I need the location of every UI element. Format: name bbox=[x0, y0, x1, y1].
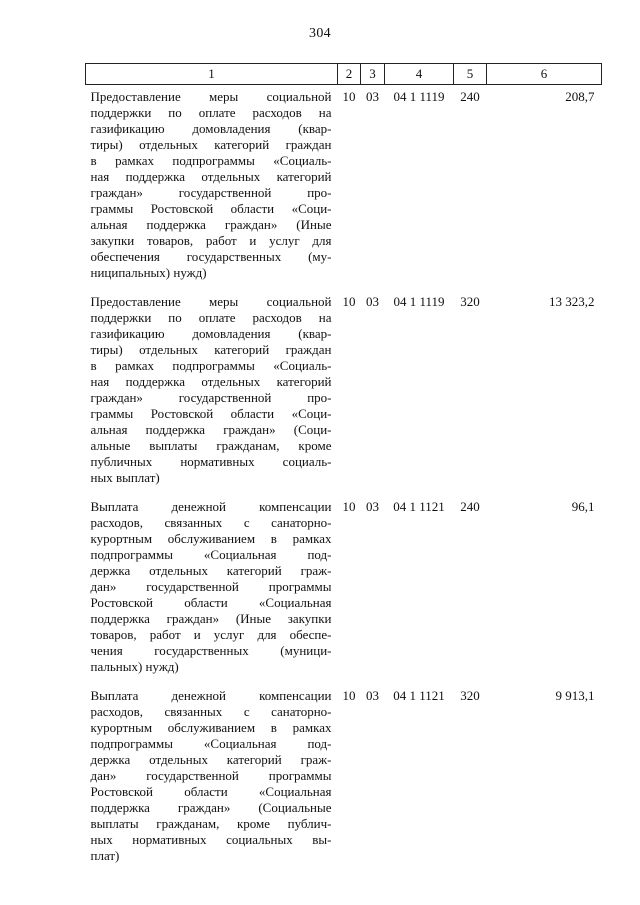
row-target-article: 04 1 1119 bbox=[393, 294, 445, 309]
row-section: 10 bbox=[342, 499, 356, 514]
description-line: граммы Ростовской области «Соци- bbox=[90, 201, 332, 216]
row-target-article: 04 1 1121 bbox=[393, 499, 445, 514]
description-line: расходов, связанных с санаторно- bbox=[90, 515, 332, 530]
description-line: курортным обслуживанием в рамках bbox=[90, 720, 332, 735]
description-line: ных нормативных социальных вы- bbox=[90, 832, 332, 847]
description-line: держка отдельных категорий граж- bbox=[90, 752, 332, 767]
header-cell-2: 2 bbox=[338, 64, 361, 85]
row-amount: 9 913,1 bbox=[555, 688, 595, 703]
description-line: ная поддержка отдельных категорий bbox=[90, 374, 332, 389]
description-line: пальных) нужд) bbox=[90, 659, 179, 674]
description-line: тиры) отдельных категорий граждан bbox=[90, 342, 332, 357]
table-row bbox=[86, 85, 602, 295]
description-line: дан» государственной программы bbox=[90, 579, 332, 594]
description-line: поддержка граждан» (Иные закупки bbox=[90, 611, 332, 626]
row-target-article: 04 1 1119 bbox=[393, 89, 445, 104]
row-expense-type: 240 bbox=[460, 89, 480, 104]
page-number: 304 bbox=[309, 26, 331, 41]
description-line: подпрограммы «Социальная под- bbox=[90, 736, 332, 751]
description-line: газификацию домовладения (квар- bbox=[90, 121, 332, 136]
description-line: ная поддержка отдельных категорий bbox=[90, 169, 332, 184]
header-cell-3: 3 bbox=[361, 64, 385, 85]
row-description bbox=[86, 85, 338, 295]
table-row bbox=[86, 294, 602, 499]
row-description bbox=[86, 688, 338, 877]
description-line: Предоставление меры социальной bbox=[90, 89, 332, 104]
description-line: альные выплаты гражданам, кроме bbox=[90, 438, 332, 453]
description-line: товаров, работ и услуг для обеспе- bbox=[90, 627, 332, 642]
table-header bbox=[86, 64, 602, 85]
description-line: поддержки по оплате расходов на bbox=[90, 310, 332, 325]
description-line: плат) bbox=[90, 848, 120, 863]
table-row bbox=[86, 688, 602, 877]
description-line: газификацию домовладения (квар- bbox=[90, 326, 332, 341]
budget-table bbox=[85, 63, 602, 877]
description-line: дан» государственной программы bbox=[90, 768, 332, 783]
description-line: поддержки по оплате расходов на bbox=[90, 105, 332, 120]
description-line: граждан» государственной про- bbox=[90, 390, 332, 405]
description-line: держка отдельных категорий граж- bbox=[90, 563, 332, 578]
description-line: тиры) отдельных категорий граждан bbox=[90, 137, 332, 152]
description-line: чения государственных (муници- bbox=[90, 643, 332, 658]
description-line: Ростовской области «Социальная bbox=[90, 784, 332, 799]
row-subsection: 03 bbox=[366, 499, 379, 514]
description-line: Выплата денежной компенсации bbox=[90, 499, 332, 514]
description-line: закупки товаров, работ и услуг для bbox=[90, 233, 332, 248]
row-expense-type: 320 bbox=[460, 688, 480, 703]
description-line: Выплата денежной компенсации bbox=[90, 688, 332, 703]
description-line: граммы Ростовской области «Соци- bbox=[90, 406, 332, 421]
table-body bbox=[86, 85, 602, 878]
row-expense-type: 320 bbox=[460, 294, 480, 309]
description-line: Предоставление меры социальной bbox=[90, 294, 332, 309]
row-description bbox=[86, 499, 338, 688]
description-line: публичных нормативных социаль- bbox=[90, 454, 332, 469]
description-line: выплаты гражданам, кроме публич- bbox=[90, 816, 332, 831]
header-cell-4: 4 bbox=[385, 64, 454, 85]
description-line: альная поддержка граждан» (Иные bbox=[90, 217, 332, 232]
header-cell-5: 5 bbox=[454, 64, 487, 85]
header-cell-1: 1 bbox=[86, 64, 338, 85]
header-cell-6: 6 bbox=[487, 64, 602, 85]
description-line: альная поддержка граждан» (Соци- bbox=[90, 422, 332, 437]
row-section: 10 bbox=[342, 294, 356, 309]
row-target-article: 04 1 1121 bbox=[393, 688, 445, 703]
row-section: 10 bbox=[342, 89, 356, 104]
description-line: в рамках подпрограммы «Социаль- bbox=[90, 358, 332, 373]
description-line: обеспечения государственных (му- bbox=[90, 249, 332, 264]
description-line: подпрограммы «Социальная под- bbox=[90, 547, 332, 562]
row-subsection: 03 bbox=[366, 688, 379, 703]
row-amount: 96,1 bbox=[571, 499, 595, 514]
row-amount: 208,7 bbox=[565, 89, 595, 104]
description-line: ных выплат) bbox=[90, 470, 160, 485]
description-line: Ростовской области «Социальная bbox=[90, 595, 332, 610]
row-section: 10 bbox=[342, 688, 356, 703]
table-row bbox=[86, 499, 602, 688]
description-line: расходов, связанных с санаторно- bbox=[90, 704, 332, 719]
row-description bbox=[86, 294, 338, 499]
description-line: поддержка граждан» (Социальные bbox=[90, 800, 332, 815]
description-line: в рамках подпрограммы «Социаль- bbox=[90, 153, 332, 168]
description-line: граждан» государственной про- bbox=[90, 185, 332, 200]
row-amount: 13 323,2 bbox=[549, 294, 595, 309]
description-line: ниципальных) нужд) bbox=[90, 265, 207, 280]
row-expense-type: 240 bbox=[460, 499, 480, 514]
row-subsection: 03 bbox=[366, 89, 379, 104]
row-subsection: 03 bbox=[366, 294, 379, 309]
description-line: курортным обслуживанием в рамках bbox=[90, 531, 332, 546]
header-row bbox=[86, 64, 602, 85]
